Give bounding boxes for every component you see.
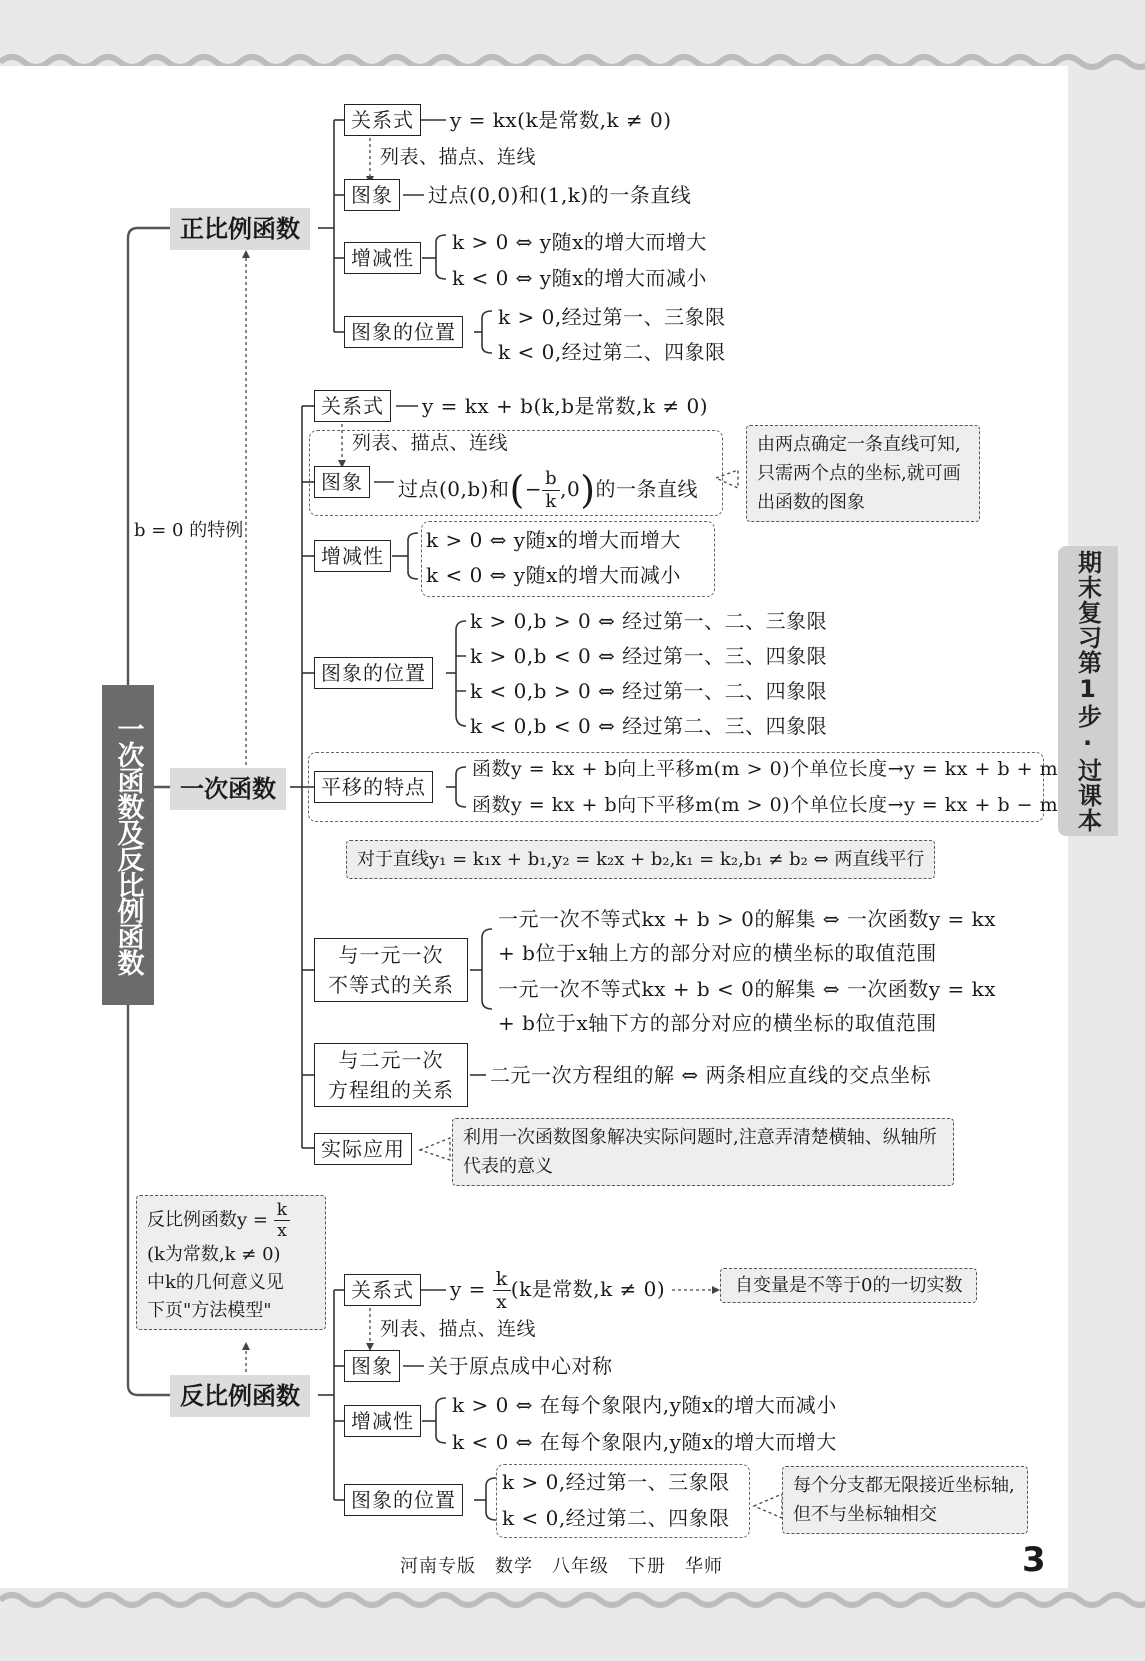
direct-relation-text: y = kx(k是常数,k ≠ 0): [450, 108, 672, 132]
direct-position-box: 图象的位置: [344, 316, 463, 348]
paren-left: (: [509, 468, 525, 512]
linear-graph-text-post: 的一条直线: [595, 477, 699, 501]
linear-graph-note: 由两点确定一条直线可知,只需两个点的坐标,就可画出函数的图象: [746, 425, 980, 522]
inverse-relation-fraction: [493, 1268, 511, 1313]
inverse-pos-positive: k > 0,经过第一、三象限: [502, 1470, 730, 1494]
direct-pos-positive: k > 0,经过第一、三象限: [498, 305, 726, 329]
linear-ineq-4: + b位于x轴下方的部分对应的横坐标的取值范围: [498, 1011, 937, 1035]
relation-fraction-denominator: x: [496, 1291, 508, 1313]
inverse-geo-text: 反比例函数y =: [147, 1209, 268, 1231]
inverse-pos-negative: k < 0,经过第二、四象限: [502, 1506, 730, 1530]
linear-equation-text: 二元一次方程组的解 ⇔ 两条相应直线的交点坐标: [490, 1063, 931, 1087]
direct-monotonicity-box: 增减性: [344, 242, 421, 274]
linear-ineq-1: 一元一次不等式kx + b > 0的解集 ⇔ 一次函数y = kx: [498, 907, 997, 931]
main-title: 一次函数及反比例函数: [102, 685, 154, 1005]
footer-text: 河南专版 数学 八年级 下册 华师: [400, 1556, 723, 1577]
direct-mono-negative: k < 0 ⇔ y随x的增大而减小: [452, 266, 707, 290]
inverse-position-note: 每个分支都无限接近坐标轴,但不与坐标轴相交: [782, 1466, 1028, 1534]
linear-shift-up: 函数y = kx + b向上平移m(m > 0)个单位长度→y = kx + b + m: [472, 758, 1059, 780]
direct-draw-steps: 列表、描点、连线: [380, 146, 537, 168]
inverse-position-box: 图象的位置: [344, 1484, 463, 1516]
geo-fraction-denominator: x: [277, 1221, 287, 1241]
inverse-geo-line2: (k为常数,k ≠ 0): [147, 1244, 281, 1265]
inverse-geo-line3: 中k的几何意义见: [147, 1272, 284, 1293]
inverse-relation-box: 关系式: [344, 1274, 421, 1306]
direct-relation-box: 关系式: [344, 104, 421, 136]
linear-relation-text: y = kx + b(k,b是常数,k ≠ 0): [422, 394, 709, 418]
inverse-mono-negative: k < 0 ⇔ 在每个象限内,y随x的增大而增大: [452, 1430, 837, 1454]
direct-proportion-title: 正比例函数: [170, 208, 310, 250]
inverse-geo-line4: 下页"方法模型": [147, 1300, 272, 1321]
inverse-graph-box: 图象: [344, 1350, 400, 1382]
linear-application-box: 实际应用: [314, 1133, 412, 1165]
inverse-draw-steps: 列表、描点、连线: [380, 1318, 537, 1340]
inverse-geometric-note: [136, 1195, 326, 1330]
inverse-geo-line1: [147, 1200, 315, 1241]
linear-pos-3: k < 0,b > 0 ⇔ 经过第一、二、四象限: [470, 679, 828, 703]
linear-pos-2: k > 0,b < 0 ⇔ 经过第一、三、四象限: [470, 644, 828, 668]
linear-ineq-2: + b位于x轴上方的部分对应的横坐标的取值范围: [498, 941, 937, 965]
linear-position-box: 图象的位置: [314, 657, 433, 689]
fraction-denominator: k: [545, 491, 557, 512]
linear-shift-down: 函数y = kx + b向下平移m(m > 0)个单位长度→y = kx + b − m: [472, 794, 1059, 816]
linear-graph-text: [398, 468, 698, 513]
linear-graph-text-pre: 过点(0,b)和: [398, 477, 510, 501]
geo-fraction-numerator: k: [274, 1200, 290, 1221]
linear-pos-1: k > 0,b > 0 ⇔ 经过第一、二、三象限: [470, 609, 828, 633]
linear-mono-positive: k > 0 ⇔ y随x的增大而增大: [426, 528, 681, 552]
linear-graph-box: 图象: [314, 466, 370, 498]
inverse-monotonicity-box: 增减性: [344, 1405, 421, 1437]
inverse-graph-text: 关于原点成中心对称: [428, 1354, 613, 1378]
linear-graph-zero: ,0: [560, 477, 581, 501]
inverse-proportion-title: 反比例函数: [170, 1375, 310, 1417]
relation-fraction-numerator: k: [493, 1268, 511, 1291]
inverse-relation-post: (k是常数,k ≠ 0): [510, 1277, 666, 1301]
linear-inequality-box-line1: 与一元一次: [338, 943, 444, 967]
linear-mono-negative: k < 0 ⇔ y随x的增大而减小: [426, 563, 681, 587]
linear-application-note: 利用一次函数图象解决实际问题时,注意弄清楚横轴、纵轴所代表的意义: [452, 1118, 954, 1186]
linear-equation-box-line2: 方程组的关系: [328, 1078, 454, 1102]
linear-parallel-note: 对于直线y₁ = k₁x + b₁,y₂ = k₂x + b₂,k₁ = k₂,b₁ ≠ b₂ ⇔ 两直线平行: [346, 840, 935, 879]
linear-graph-minus: −: [524, 477, 543, 501]
linear-draw-steps: 列表、描点、连线: [352, 432, 509, 454]
linear-shift-box: 平移的特点: [314, 771, 433, 803]
fraction-numerator: b: [542, 468, 560, 491]
direct-graph-text: 过点(0,0)和(1,k)的一条直线: [428, 183, 692, 207]
linear-relation-box: 关系式: [314, 390, 391, 422]
side-tab[interactable]: 期末复习第1步·过课本: [1058, 546, 1118, 836]
linear-monotonicity-box: 增减性: [314, 540, 391, 572]
linear-inequality-box-line2: 不等式的关系: [328, 973, 454, 997]
linear-function-title: 一次函数: [170, 768, 286, 810]
linear-pos-4: k < 0,b < 0 ⇔ 经过第二、三、四象限: [470, 714, 828, 738]
special-case-label: b = 0 的特例: [134, 520, 244, 541]
linear-graph-fraction: [542, 468, 560, 513]
inverse-mono-positive: k > 0 ⇔ 在每个象限内,y随x的增大而减小: [452, 1393, 837, 1417]
page-number: 3: [1022, 1540, 1046, 1580]
inverse-relation-text: [450, 1268, 665, 1313]
direct-graph-box: 图象: [344, 179, 400, 211]
paren-right: ): [580, 468, 596, 512]
direct-pos-negative: k < 0,经过第二、四象限: [498, 340, 726, 364]
linear-equation-box-line1: 与二元一次: [338, 1048, 444, 1072]
direct-mono-positive: k > 0 ⇔ y随x的增大而增大: [452, 230, 707, 254]
linear-equation-box: [314, 1043, 468, 1107]
inverse-domain-note: 自变量是不等于0的一切实数: [720, 1268, 977, 1303]
linear-inequality-box: [314, 938, 468, 1002]
inverse-relation-pre: y =: [450, 1277, 486, 1301]
linear-ineq-3: 一元一次不等式kx + b < 0的解集 ⇔ 一次函数y = kx: [498, 977, 997, 1001]
inverse-geo-fraction: [274, 1200, 290, 1241]
